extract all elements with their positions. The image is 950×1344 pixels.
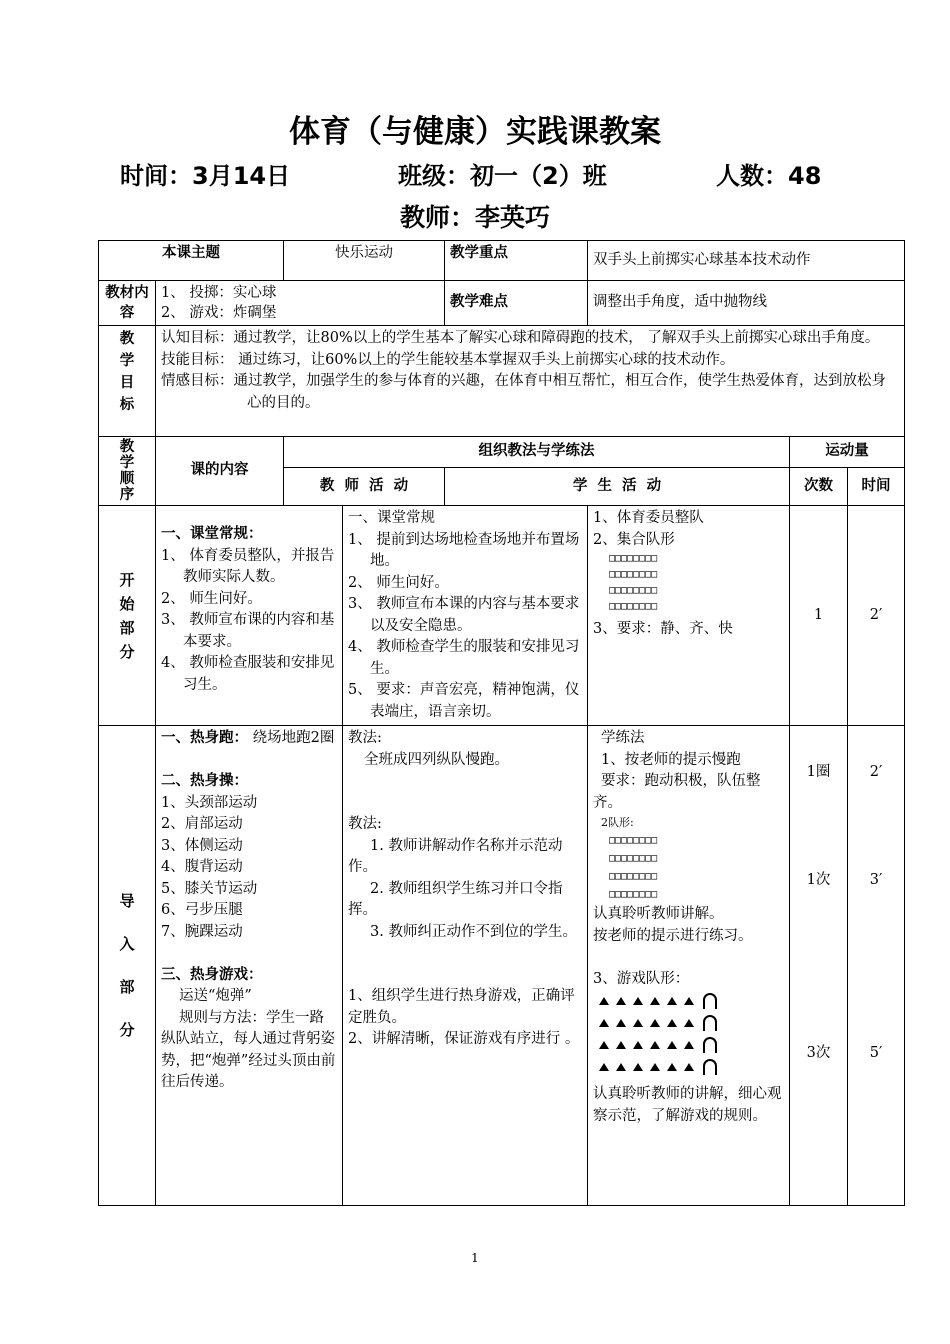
start-section-row bbox=[99, 506, 905, 726]
player-triangle-icon bbox=[667, 1019, 677, 1027]
player-triangle-icon bbox=[684, 1019, 694, 1027]
student-method-title: 学练法 bbox=[601, 730, 645, 746]
start-content-item: 2、 师生问好。 bbox=[161, 590, 262, 607]
warm-ex-item: 4、腹背运动 bbox=[161, 859, 243, 875]
start-student-item: 2、集合队形 bbox=[593, 531, 675, 548]
start-teacher-item: 5、 要求：声音宏亮，精神饱满，仪表端庄，语言亲切。 bbox=[348, 682, 580, 720]
student-game-text: 认真聆听教师的讲解，细心观察示范，了解游戏的规则。 bbox=[593, 1086, 782, 1124]
start-times: 1 bbox=[790, 506, 848, 726]
load-header: 运动量 bbox=[790, 437, 905, 468]
warm-ex-item: 5、膝关节运动 bbox=[161, 880, 258, 897]
start-label-text: 开始部分 bbox=[119, 570, 135, 661]
teacher-method-label: 教法: bbox=[348, 730, 382, 746]
goal-skill: 技能目标： 通过练习，让60%以上的学生能较基本掌握双手头上前掷实心球的技术动作。 bbox=[161, 351, 735, 368]
warm-ex-item: 1、头颈部运动 bbox=[161, 794, 258, 811]
goal-label: 教学目标 bbox=[99, 326, 156, 437]
lesson-time: 时间：3月14日 bbox=[120, 162, 291, 190]
material-label: 教材内容 bbox=[99, 281, 156, 326]
game-formation-row bbox=[593, 990, 784, 1012]
ex-duration: 3′ bbox=[869, 871, 883, 888]
lesson-plan-table bbox=[98, 240, 905, 1206]
theme-value: 快乐运动 bbox=[284, 241, 445, 281]
intro-teacher-activity bbox=[343, 726, 588, 1206]
player-triangle-icon bbox=[633, 1063, 643, 1071]
student-req: 要求：跑动积极，队伍整齐。 bbox=[593, 773, 761, 811]
start-content-title: 一、课堂常规： bbox=[161, 526, 263, 542]
start-student-item: 1、体育委员整队 bbox=[593, 510, 704, 526]
run-duration: 2′ bbox=[869, 764, 883, 780]
page-number: 1 bbox=[471, 1251, 479, 1265]
warm-ex-item: 7、腕踝运动 bbox=[161, 923, 243, 940]
formation-row: □□□□□□□□ bbox=[609, 853, 658, 864]
warm-ex-item: 6、弓步压腿 bbox=[161, 902, 243, 918]
teacher-game-item: 2、讲解清晰，保证游戏有序进行 。 bbox=[348, 1031, 580, 1047]
player-triangle-icon bbox=[650, 1041, 660, 1049]
org-header: 组织教法与学练法 bbox=[284, 437, 790, 468]
run-times: 1圈 bbox=[806, 764, 831, 780]
start-teacher-item: 2、 师生问好。 bbox=[348, 574, 449, 591]
material-item: 1、 投掷：实心球 bbox=[161, 285, 277, 301]
player-triangle-icon bbox=[684, 1041, 694, 1049]
player-triangle-icon bbox=[684, 997, 694, 1005]
player-triangle-icon bbox=[616, 1063, 626, 1071]
start-teacher-item: 4、 教师检查学生的服装和安排见习生。 bbox=[348, 639, 580, 677]
player-triangle-icon bbox=[650, 1019, 660, 1027]
goals bbox=[156, 326, 905, 437]
player-triangle-icon bbox=[650, 1063, 660, 1071]
formation-row: □□□□□□□□ bbox=[609, 569, 658, 580]
game-duration: 5′ bbox=[869, 1045, 883, 1061]
teacher-method-text: 全班成四列纵队慢跑。 bbox=[364, 751, 509, 768]
student-form-label: 2队形: bbox=[601, 816, 634, 829]
student-count: 人数：48 bbox=[716, 162, 822, 190]
start-teacher-title: 一、课堂常规 bbox=[348, 510, 435, 526]
game-times: 3次 bbox=[806, 1045, 831, 1061]
warm-ex-title: 二、热身操： bbox=[161, 773, 248, 789]
start-content-item: 1、 体育委员整队，并报告教师实际人数。 bbox=[161, 547, 335, 585]
player-triangle-icon bbox=[667, 1041, 677, 1049]
game-title: 三、热身游戏： bbox=[161, 966, 263, 983]
formation-row: □□□□□□□□ bbox=[609, 585, 658, 596]
start-teacher-activity bbox=[343, 506, 588, 726]
warm-ex-item: 3、体侧运动 bbox=[161, 837, 243, 854]
game-name: 运送“炮弹” bbox=[179, 988, 252, 1004]
game-formation-row bbox=[593, 1012, 784, 1034]
difficulty-value: 调整出手角度，适中抛物线 bbox=[588, 281, 905, 326]
pass-arc-icon bbox=[703, 993, 717, 1009]
formation-row: □□□□□□□□ bbox=[609, 871, 658, 882]
player-triangle-icon bbox=[599, 1019, 609, 1027]
player-triangle-icon bbox=[684, 1063, 694, 1071]
teacher-method-item: 3. 教师纠正动作不到位的学生。 bbox=[370, 923, 577, 940]
material-item: 2、 游戏：炸碉堡 bbox=[161, 305, 277, 321]
start-teacher-item: 1、 提前到达场地检查场地并布置场地。 bbox=[348, 531, 580, 569]
start-label bbox=[99, 506, 156, 726]
lesson-header bbox=[0, 156, 950, 192]
goal-cognitive: 认知目标：通过教学，让80%以上的学生基本了解实心球和障碍跑的技术， 了解双手头上前掷实心球出手角度。 bbox=[161, 330, 880, 346]
teacher-name: 教师：李英巧 bbox=[399, 203, 550, 232]
player-triangle-icon bbox=[616, 1041, 626, 1049]
pass-arc-icon bbox=[703, 1059, 717, 1075]
focus-value: 双手头上前掷实心球基本技术动作 bbox=[588, 241, 905, 281]
goal-emotion: 情感目标：通过教学，加强学生的参与体育的兴趣，在体育中相互帮忙，相互合作，使学生热爱体育，达到放松身心的目的。 bbox=[161, 373, 886, 411]
times-header: 次数 bbox=[790, 468, 848, 506]
player-triangle-icon bbox=[599, 1041, 609, 1049]
duration-header: 时间 bbox=[848, 468, 905, 506]
ex-times: 1次 bbox=[806, 871, 831, 888]
difficulty-label: 教学难点 bbox=[445, 281, 588, 326]
intro-content bbox=[156, 726, 343, 1206]
warm-run-text: 绕场地跑2圈 bbox=[248, 730, 335, 746]
game-rules: 规则与方法：学生一路纵队站立，每人通过背躬姿势，把“炮弹”经过头顶由前往后传递。 bbox=[161, 1009, 336, 1090]
player-triangle-icon bbox=[633, 1041, 643, 1049]
column-header-row-1 bbox=[99, 437, 905, 468]
theme-row bbox=[99, 241, 905, 281]
start-content-item: 4、 教师检查服装和安排见习生。 bbox=[161, 655, 335, 693]
intro-student-activity bbox=[588, 726, 790, 1206]
player-triangle-icon bbox=[616, 997, 626, 1005]
focus-label: 教学重点 bbox=[445, 241, 588, 281]
intro-label bbox=[99, 726, 156, 1206]
game-formation-row bbox=[593, 1034, 784, 1056]
pass-arc-icon bbox=[703, 1037, 717, 1053]
player-triangle-icon bbox=[599, 1063, 609, 1071]
player-triangle-icon bbox=[599, 997, 609, 1005]
player-triangle-icon bbox=[616, 1019, 626, 1027]
student-item: 1、按老师的提示慢跑 bbox=[601, 751, 741, 768]
teacher-method-item: 2. 教师组织学生练习并口令指挥。 bbox=[348, 880, 563, 918]
game-formation-row bbox=[593, 1056, 784, 1078]
player-triangle-icon bbox=[633, 1019, 643, 1027]
player-triangle-icon bbox=[650, 997, 660, 1005]
student-listen: 认真聆听教师讲解。 bbox=[593, 906, 724, 922]
teacher-activity-header: 教 师 活 动 bbox=[284, 468, 445, 506]
material-row bbox=[99, 281, 905, 326]
warm-run-title: 一、热身跑： bbox=[161, 730, 248, 746]
player-triangle-icon bbox=[667, 1063, 677, 1071]
intro-times bbox=[790, 726, 848, 1206]
formation-row: □□□□□□□□ bbox=[609, 601, 658, 612]
start-content bbox=[156, 506, 343, 726]
start-teacher-item: 3、 教师宣布本课的内容与基本要求以及安全隐患。 bbox=[348, 596, 580, 634]
goals-row bbox=[99, 326, 905, 437]
student-follow: 按老师的提示进行练习。 bbox=[593, 927, 753, 944]
teacher-method-label: 教法: bbox=[348, 816, 382, 832]
teacher-method-item: 1. 教师讲解动作名称并示范动作。 bbox=[348, 837, 563, 875]
pass-arc-icon bbox=[703, 1015, 717, 1031]
player-triangle-icon bbox=[633, 997, 643, 1005]
start-duration: 2′ bbox=[848, 506, 905, 726]
page-title: 体育（与健康）实践课教案 bbox=[289, 114, 661, 150]
intro-durations bbox=[848, 726, 905, 1206]
game-formation-diagram bbox=[593, 990, 784, 1078]
formation-row: □□□□□□□□ bbox=[609, 553, 658, 564]
player-triangle-icon bbox=[667, 997, 677, 1005]
student-game-label: 3、游戏队形： bbox=[593, 970, 690, 987]
order-header: 教学顺序 bbox=[99, 437, 156, 506]
formation-row: □□□□□□□□ bbox=[609, 835, 658, 846]
warm-ex-item: 2、肩部运动 bbox=[161, 816, 243, 832]
start-student-req: 3、要求：静、齐、快 bbox=[593, 621, 733, 637]
theme-label: 本课主题 bbox=[99, 241, 284, 281]
teacher-game-item: 1、组织学生进行热身游戏，正确评定胜负。 bbox=[348, 988, 575, 1026]
start-student-activity bbox=[588, 506, 790, 726]
student-activity-header: 学 生 活 动 bbox=[445, 468, 790, 506]
content-header: 课的内容 bbox=[156, 437, 284, 506]
formation-row: □□□□□□□□ bbox=[609, 889, 658, 900]
lesson-class: 班级：初一（2）班 bbox=[398, 162, 607, 190]
start-content-item: 3、 教师宣布课的内容和基本要求。 bbox=[161, 612, 335, 650]
intro-label-text: 导入部分 bbox=[119, 891, 135, 1039]
intro-section-row bbox=[99, 726, 905, 1206]
material-items bbox=[156, 281, 445, 326]
